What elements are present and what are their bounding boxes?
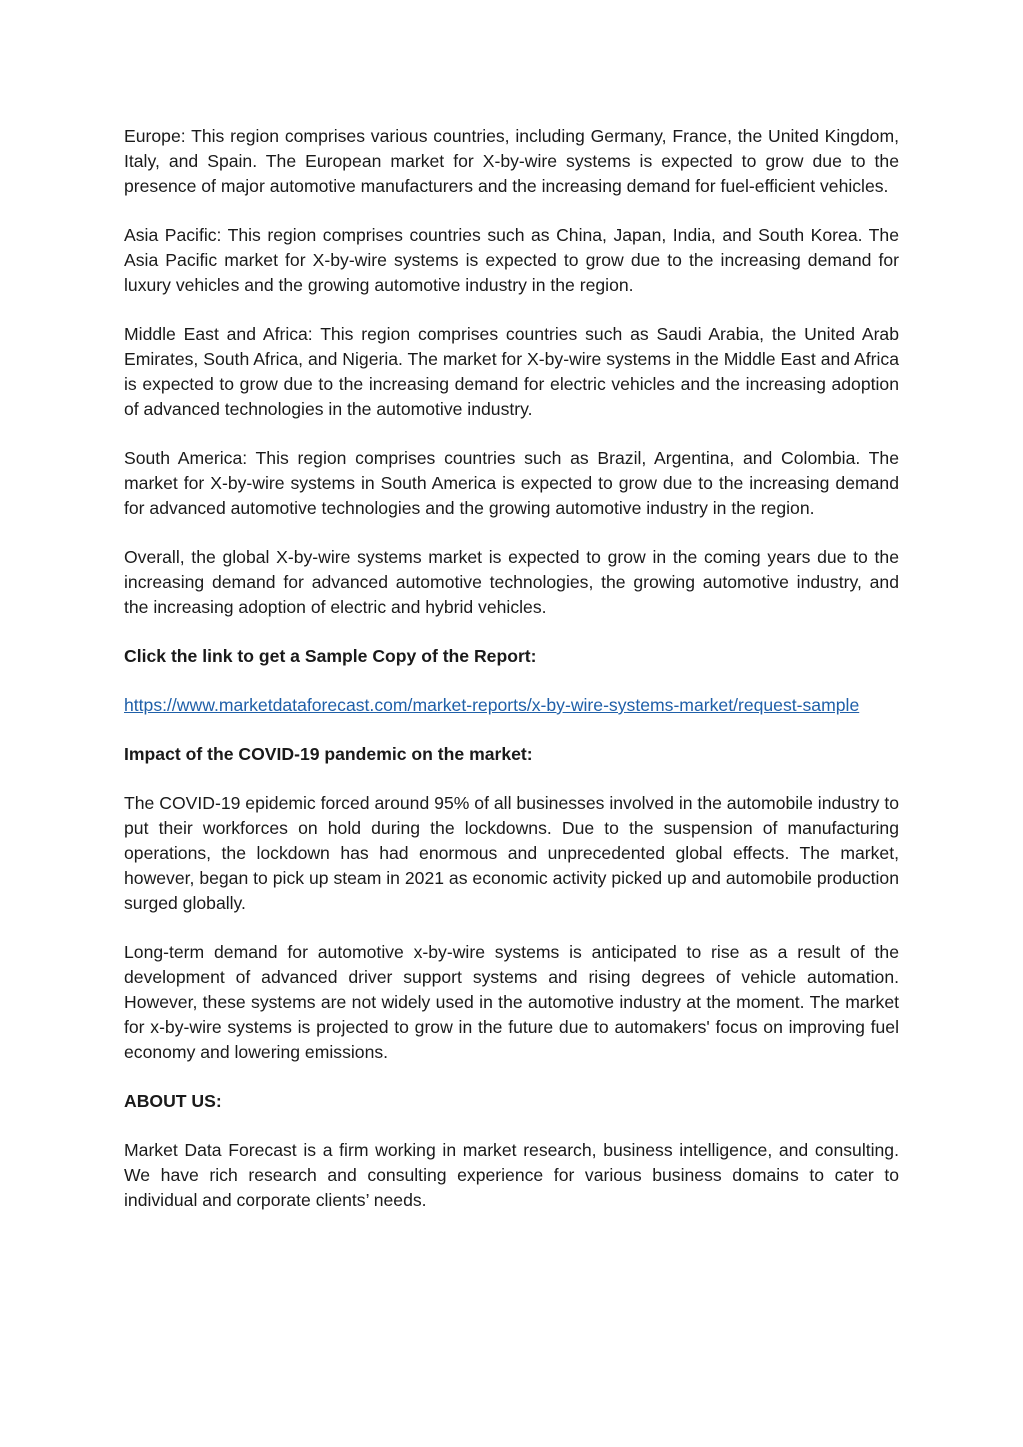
paragraph-covid-1: The COVID-19 epidemic forced around 95% of all businesses involved in the automobile industry to put their workforces on hold during the lockdowns. Due to the suspension of manufacturing operations, the lockdown has had enormous and unprecedented global effects. The market, however, began to pick up steam in 2021 as economic activity picked up and automobile production surged globally. — [124, 793, 899, 913]
about-heading: ABOUT US: — [124, 1091, 222, 1111]
paragraph-overall: Overall, the global X-by-wire systems market is expected to grow in the coming years due to the increasing demand for advanced automotive technologies, the growing automotive industry, and the increasing adoption of electric and hybrid vehicles. — [124, 547, 899, 617]
paragraph-middle-east-africa: Middle East and Africa: This region comprises countries such as Saudi Arabia, the United Arab Emirates, South Africa, and Nigeria. The market for X-by-wire systems in the Middle East and Africa is expected to grow due to the increasing demand for electric vehicles and the increasing adoption of advanced technologies in the automotive industry. — [124, 324, 899, 419]
paragraph-asia-pacific: Asia Pacific: This region comprises countries such as China, Japan, India, and South Korea. The Asia Pacific market for X-by-wire systems is expected to grow due to the increasing demand for luxury vehicles and the growing automotive industry in the region. — [124, 225, 899, 295]
sample-heading: Click the link to get a Sample Copy of the Report: — [124, 646, 537, 666]
paragraph-about: Market Data Forecast is a firm working in market research, business intelligence, and consulting. We have rich research and consulting experience for various business domains to cater to individual and corporate clients’ needs. — [124, 1140, 899, 1210]
sample-link-paragraph — [124, 693, 899, 718]
paragraph-south-america: South America: This region comprises countries such as Brazil, Argentina, and Colombia. The market for X-by-wire systems in South America is expected to grow due to the increasing demand for advanced automotive technologies and the growing automotive industry in the region. — [124, 448, 899, 518]
document-body — [124, 124, 899, 1237]
paragraph-europe: Europe: This region comprises various countries, including Germany, France, the United Kingdom, Italy, and Spain. The European market for X-by-wire systems is expected to grow due to the presence of major automotive manufacturers and the increasing demand for fuel-efficient vehicles. — [124, 126, 899, 196]
paragraph-covid-2: Long-term demand for automotive x-by-wire systems is anticipated to rise as a result of the development of advanced driver support systems and rising degrees of vehicle automation. However, these systems are not widely used in the automotive industry at the moment. The market for x-by-wire systems is projected to grow in the future due to automakers' focus on improving fuel economy and lowering emissions. — [124, 942, 899, 1062]
covid-heading: Impact of the COVID-19 pandemic on the market: — [124, 744, 533, 764]
sample-report-link[interactable]: https://www.marketdataforecast.com/market-reports/x-by-wire-systems-market/request-sample — [124, 695, 860, 715]
